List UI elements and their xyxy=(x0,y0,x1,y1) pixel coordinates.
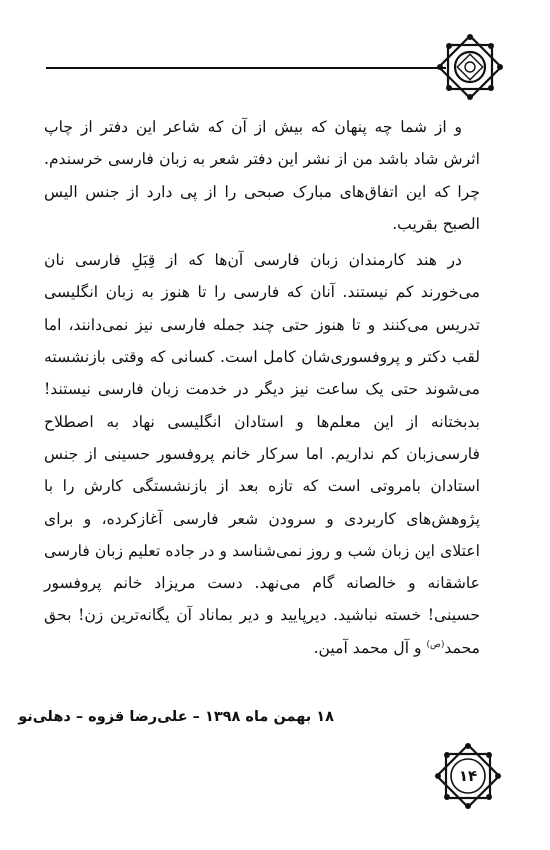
page-number: ۱۴ xyxy=(458,767,478,785)
text-line: بازنشستگی کارش را با پژوهش‌های کاربردی و سرودن شعر xyxy=(44,477,480,528)
text-line: حسینی از جنس استادان بامروتی است که تازه بعد از xyxy=(44,444,481,496)
text-line: محمد آمین. xyxy=(313,638,389,657)
signature-line: ۱۸ بهمن ماه ۱۳۹۸ – علی‌رضا قزوه – دهلی‌نو xyxy=(18,709,334,725)
salawat-superscript: (ص) xyxy=(426,639,445,650)
paragraph xyxy=(44,244,480,664)
text-line: جنس الیس الصبح بقریب. xyxy=(44,182,480,233)
text-line: نمی‌شناسد و در جاده تعلیم زبان فارسی عاشقانه و خالصانه گام xyxy=(44,541,480,593)
text-line-tail: و آل xyxy=(393,638,427,657)
text-line: بازنشسته می‌شوند حتی یک ساعت نیز دیگر در خدمت زبان xyxy=(44,348,480,399)
header-rule xyxy=(46,67,446,69)
text-line: تدریس می‌کنند و تا هنوز حتی چند جمله فارسی نیز نمی‌دانند، xyxy=(68,315,480,334)
text-line: فارسی آغازکرده، و برای اعتلای این زبان شب و روز xyxy=(44,509,480,560)
corner-ornament-icon xyxy=(437,34,503,100)
text-line: چاپ اثرش شاد باشد من از نشر این دفتر شعر به زبان فارسی xyxy=(44,118,480,169)
text-line: اما لقب دکتر و پروفسوری‌شان کامل است. کسانی که وقتی xyxy=(44,315,480,367)
text-line: خرسندم. چرا که این اتفاق‌های مبارک صبحی را از پی دارد از xyxy=(44,150,480,201)
text-line: و از شما چه پنهان که بیش از آن که شاعر این دفتر از xyxy=(80,118,462,136)
text-line: اصطلاح فارسی‌زبان کم نداریم. اما سرکار خانم پروفسور xyxy=(44,412,480,463)
text-line: فارسی نیستند! بدبختانه از این معلم‌ها و استادان انگلیسی نهاد به xyxy=(44,380,480,431)
paragraph xyxy=(44,111,480,240)
text-line: در هند کارمندان زبان فارسی آن‌ها که از قِبَلِ فارسی نان xyxy=(44,251,462,270)
text-line: می‌خورند کم نیستند. آنان که فارسی را تا هنوز به زبان انگلیسی xyxy=(44,283,480,302)
text-line: می‌نهد. دست مریزاد خانم پروفسور حسینی! خسته نباشید. xyxy=(44,574,480,625)
body-text xyxy=(44,111,480,664)
text-line: دیرپایید و دیر بماناد آن یگانه‌ترین زن! بحق محمد xyxy=(44,606,480,657)
